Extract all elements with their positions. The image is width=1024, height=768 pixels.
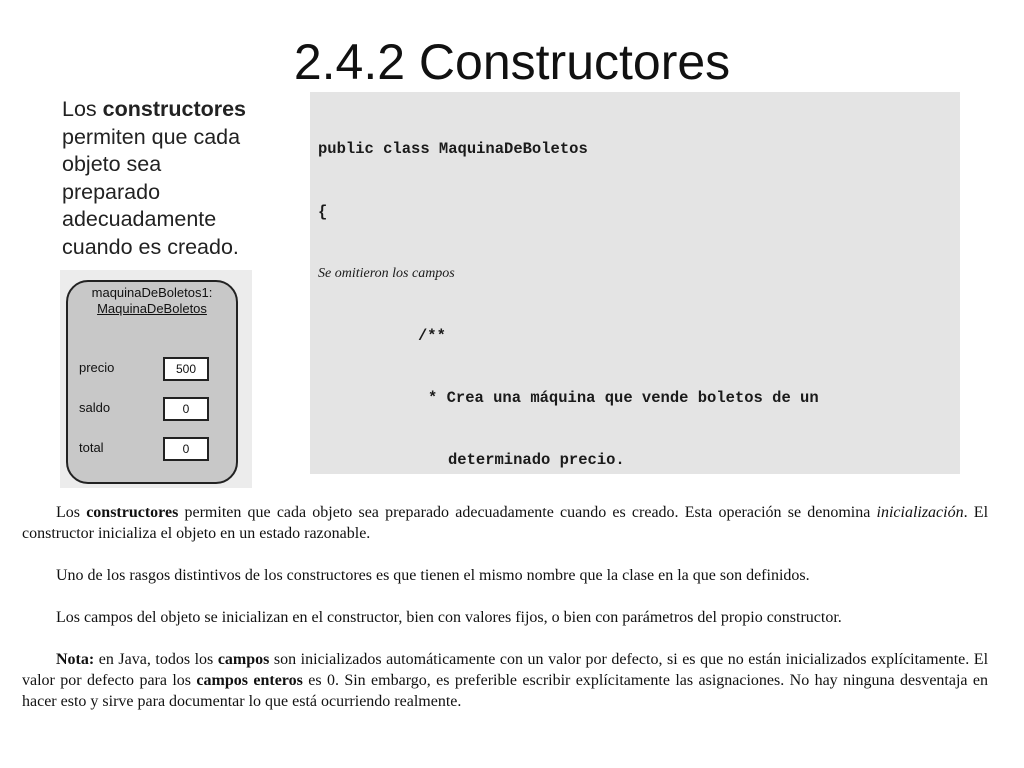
field-value-total: 0 — [163, 437, 209, 461]
text-run: son inicializados automáticamente con un valor por defecto, si es que no están inicializados explícitamente. El valor por defecto para los — [22, 651, 989, 689]
term-inicializacion: inicialización — [876, 504, 964, 521]
slide-title: 2.4.2 Constructores — [293, 34, 731, 90]
text-run: en Java, todos los — [94, 651, 218, 668]
code-listing-image — [310, 92, 960, 474]
keyword-campos: campos — [217, 651, 270, 668]
code-line: determinado precio. — [448, 450, 625, 469]
explanation-text — [22, 502, 988, 712]
object-diagram-panel — [60, 270, 252, 488]
note-label: Nota: — [56, 651, 95, 668]
intro-text — [62, 96, 262, 261]
field-label-saldo: saldo — [79, 400, 111, 415]
code-line: public class MaquinaDeBoletos — [318, 140, 588, 159]
paragraph-4 — [22, 649, 988, 712]
intro-keyword: constructores — [102, 97, 247, 121]
object-class: MaquinaDeBoletos — [97, 301, 207, 316]
object-name: maquinaDeBoletos1: — [91, 285, 213, 300]
field-value-precio: 500 — [163, 357, 209, 381]
text-run: es 0. Sin embargo, es preferible escribir explícitamente las asignaciones. No hay ninguna desventaja en hacer esto y sirve para documentar lo que está ocurriendo realmente. — [22, 672, 989, 710]
text-run: Los — [56, 504, 87, 521]
keyword-constructores: constructores — [86, 504, 179, 521]
keyword-campos-enteros: campos enteros — [196, 672, 303, 689]
code-line: /** — [418, 326, 446, 345]
field-value-saldo: 0 — [163, 397, 209, 421]
paragraph-2: Uno de los rasgos distintivos de los constructores es que tienen el mismo nombre que la clase en la que son definidos. — [56, 567, 810, 584]
intro-post: permiten que cada objeto sea preparado adecuadamente cuando es creado. — [62, 124, 241, 259]
field-label-total: total — [79, 440, 104, 455]
object-header — [68, 285, 236, 317]
code-line: { — [318, 202, 328, 221]
paragraph-3: Los campos del objeto se inicializan en el constructor, bien con valores fijos, o bien con parámetros del propio constructor. — [56, 609, 842, 626]
code-listing — [318, 98, 865, 474]
text-run: . El constructor inicializa el objeto en un estado razonable. — [22, 504, 989, 542]
text-run: permiten que cada objeto sea preparado adecuadamente cuando es creado. Esta operación se denomina — [178, 504, 877, 521]
intro-pre: Los — [62, 97, 103, 121]
code-line: * Crea una máquina que vende boletos de un — [428, 388, 819, 407]
object-diagram — [66, 280, 238, 484]
paragraph-1 — [22, 502, 988, 544]
code-annotation: Se omitieron los campos — [318, 265, 455, 281]
field-label-precio: precio — [79, 360, 115, 375]
